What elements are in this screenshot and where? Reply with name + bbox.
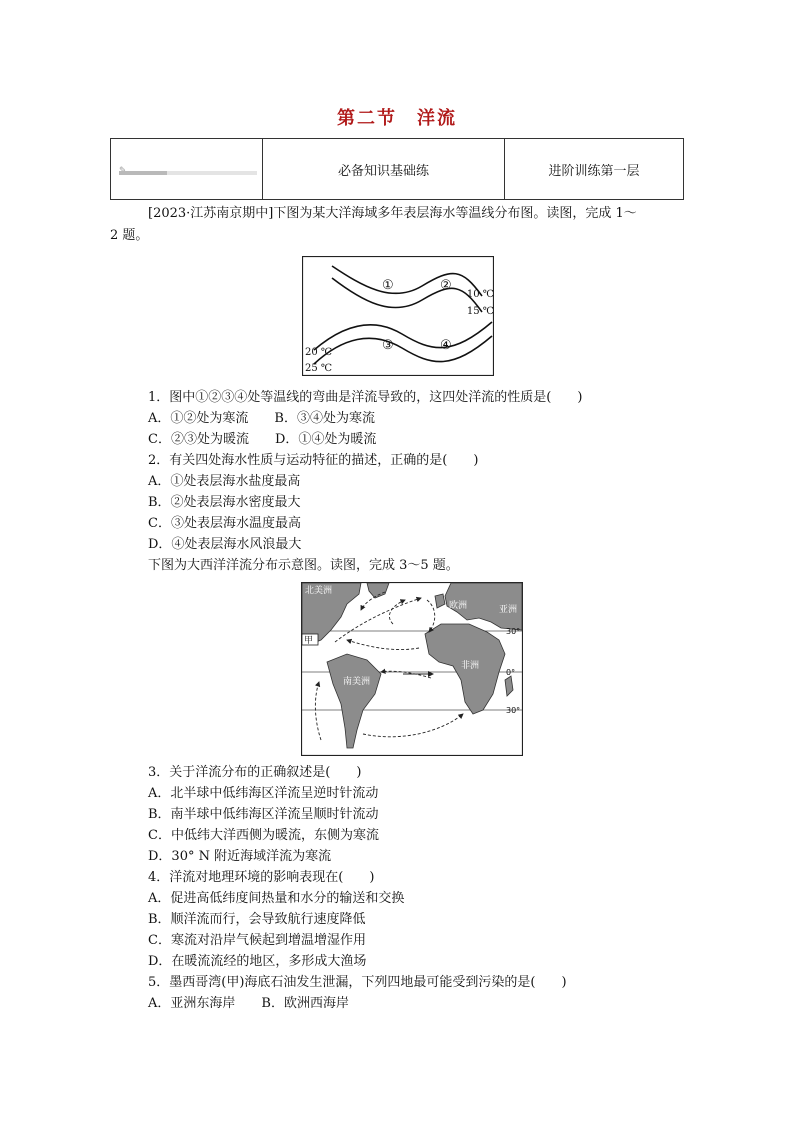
- page-title: 第二节 洋流: [337, 108, 457, 129]
- label-africa: 非洲: [461, 661, 480, 671]
- intro-paragraph-2: 下图为大西洋洋流分布示意图。读图，完成 3～5 题。: [148, 558, 459, 573]
- question-line: A．①②处为寒流 B．③④处为寒流: [148, 411, 375, 426]
- label-lat-30s: 30°: [506, 706, 521, 715]
- label-1: ①: [382, 278, 394, 293]
- progress-cell: [111, 139, 263, 199]
- progress-bar: [119, 171, 257, 175]
- section-header-table: [110, 138, 684, 200]
- advanced-level-cell: 进阶训练第一层: [548, 163, 640, 179]
- label-3: ③: [382, 338, 394, 353]
- question-line: C．②③处为暖流 D．①④处为暖流: [148, 432, 377, 447]
- progress-fill: [119, 171, 167, 175]
- label-north-america: 北美洲: [305, 586, 333, 596]
- intro-paragraph-1-cont: 2 题。: [110, 228, 149, 243]
- label-south-america: 南美洲: [343, 677, 371, 687]
- label-4: ④: [440, 338, 452, 353]
- question-line: 5．墨西哥湾(甲)海底石油发生泄漏，下列四地最可能受到污染的是( ): [148, 975, 567, 990]
- basic-practice-cell: 必备知识基础练: [263, 139, 505, 199]
- question-line: A．①处表层海水盐度最高: [148, 474, 301, 489]
- intro-paragraph-1: [2023·江苏南京期中]下图为某大洋海域多年表层海水等温线分布图。读图，完成 1～: [148, 206, 637, 221]
- question-line: 2．有关四处海水性质与运动特征的描述，正确的是( ): [148, 453, 479, 468]
- isotherm-figure: [302, 256, 494, 376]
- question-line: D．在暖流流经的地区，多形成大渔场: [148, 954, 367, 969]
- question-line: D．④处表层海水风浪最大: [148, 537, 302, 552]
- isotherm-label-25: 25 ℃: [305, 363, 333, 374]
- question-line: C．寒流对沿岸气候起到增温增湿作用: [148, 933, 366, 948]
- isotherm-label-20: 20 ℃: [305, 347, 333, 358]
- question-line: 4．洋流对地理环境的影响表现在( ): [148, 870, 375, 885]
- question-line: D．30° N 附近海域洋流为寒流: [148, 849, 332, 864]
- label-lat-30n: 30°: [506, 627, 521, 636]
- question-line: C．③处表层海水温度最高: [148, 516, 301, 531]
- label-2: ②: [440, 278, 452, 293]
- label-europe: 欧洲: [449, 601, 468, 611]
- question-line: B．南半球中低纬海区洋流呈顺时针流动: [148, 807, 379, 822]
- question-line: A．亚洲东海岸 B．欧洲西海岸: [148, 996, 349, 1011]
- question-line: A．北半球中低纬海区洋流呈逆时针流动: [148, 786, 379, 801]
- question-line: B．②处表层海水密度最大: [148, 495, 301, 510]
- question-line: 3．关于洋流分布的正确叙述是( ): [148, 765, 362, 780]
- label-asia: 亚洲: [499, 605, 518, 615]
- question-line: B．顺洋流而行，会导致航行速度降低: [148, 912, 366, 927]
- label-jia: 甲: [304, 636, 314, 646]
- isotherm-label-15: 15 ℃: [466, 306, 494, 317]
- question-line: A．促进高低纬度间热量和水分的输送和交换: [148, 891, 405, 906]
- atlantic-currents-map: [301, 582, 523, 756]
- isotherm-label-10: 10 ℃: [466, 289, 494, 300]
- question-line: C．中低纬大洋西侧为暖流，东侧为寒流: [148, 828, 379, 843]
- label-lat-0: 0°: [506, 668, 516, 677]
- question-line: 1．图中①②③④处等温线的弯曲是洋流导致的，这四处洋流的性质是( ): [148, 390, 583, 405]
